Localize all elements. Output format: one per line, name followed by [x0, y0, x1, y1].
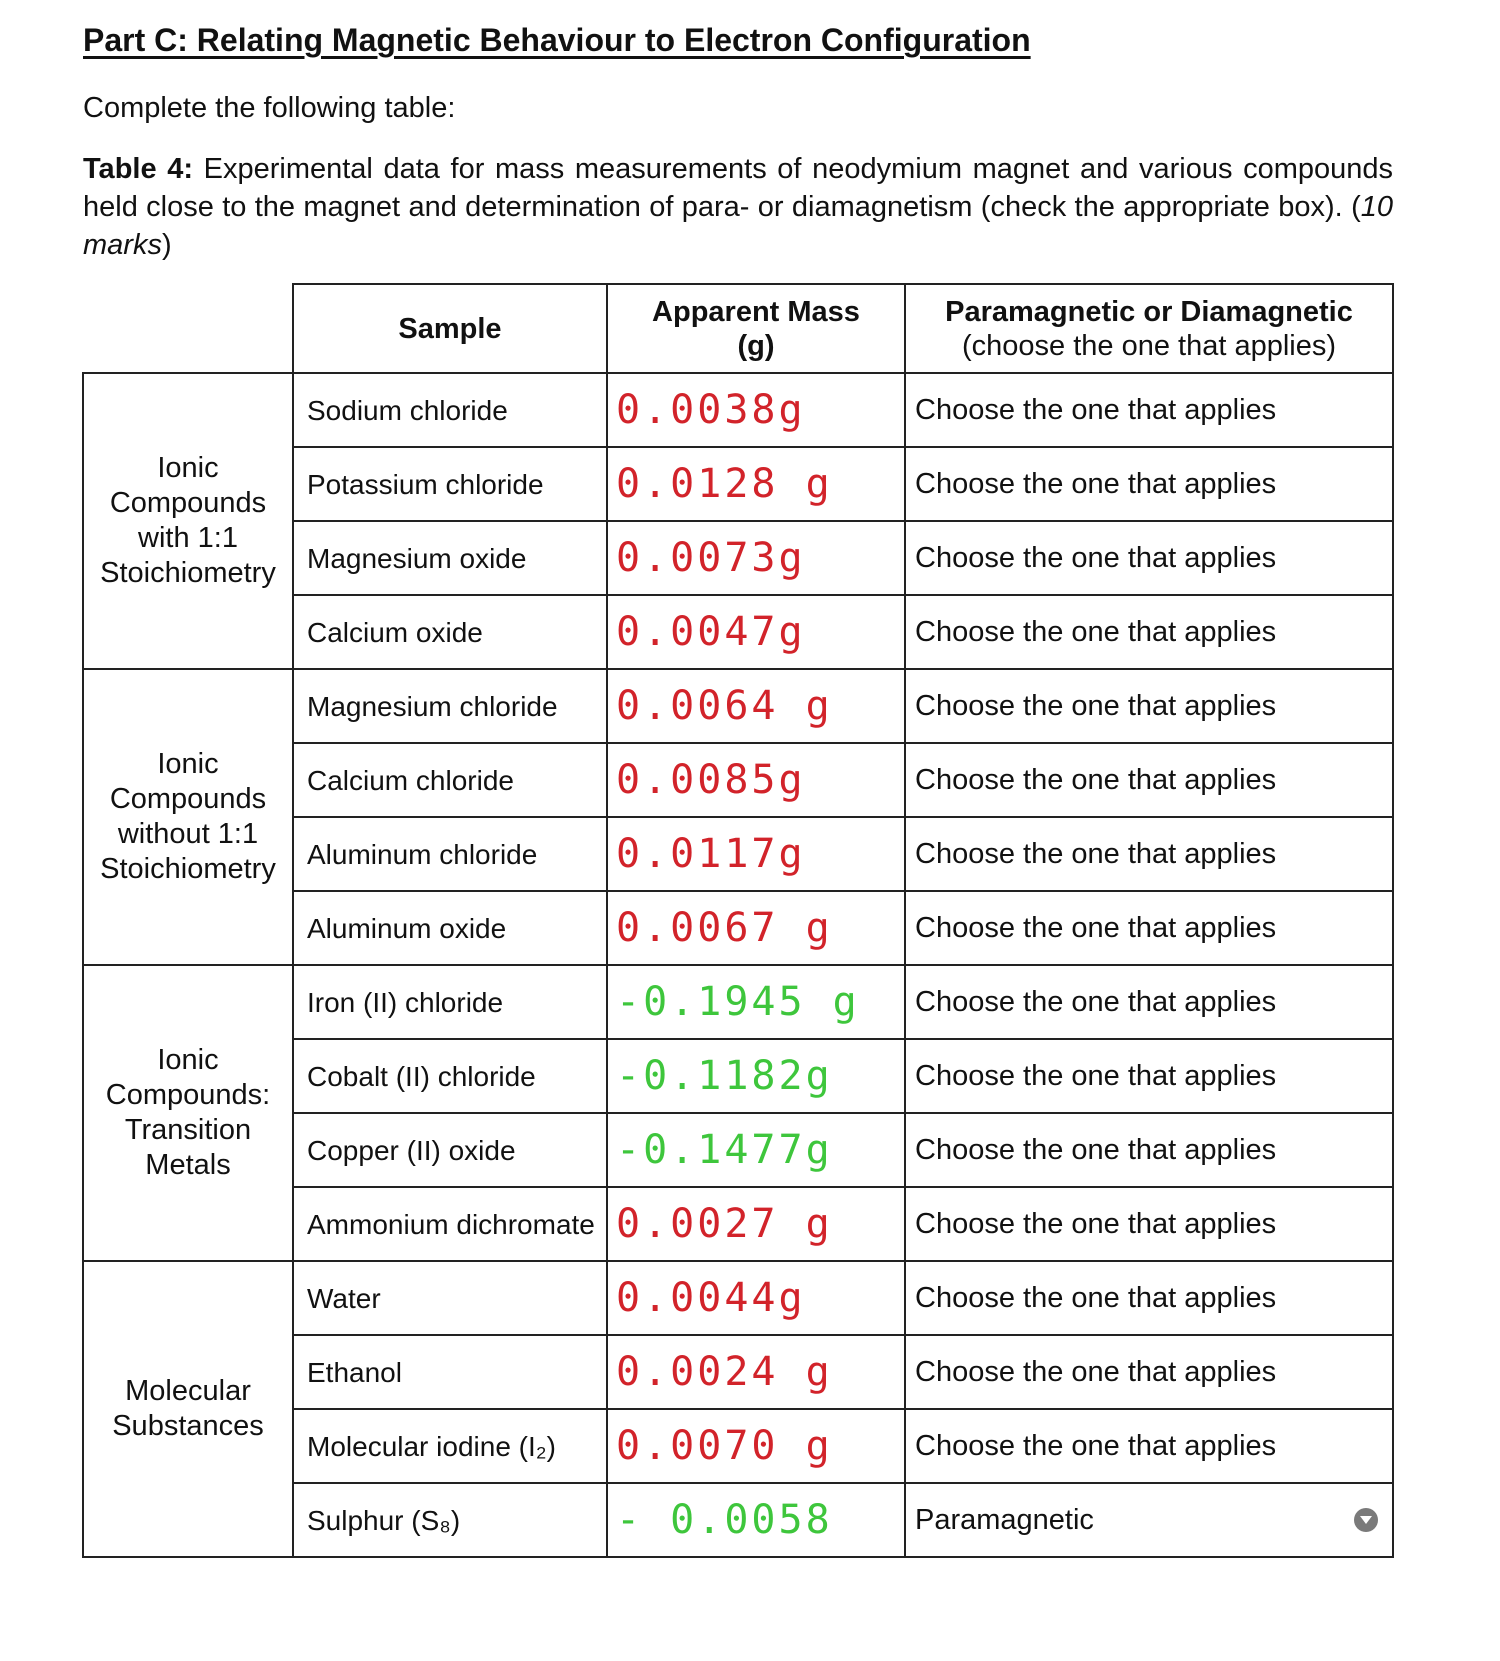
caption-label: Table 4:	[83, 153, 193, 185]
table-row	[83, 965, 1393, 1039]
caption-close: )	[161, 229, 172, 261]
chevron-down-circle-icon[interactable]	[1354, 1508, 1378, 1532]
magnetism-select[interactable]: Choose the one that applies	[905, 1039, 1393, 1113]
apparent-mass: 0.0070 g	[607, 1409, 905, 1483]
sample-name: Water	[293, 1261, 607, 1335]
table-row	[83, 373, 1393, 447]
apparent-mass: 0.0064 g	[607, 669, 905, 743]
magnetism-select[interactable]: Choose the one that applies	[905, 595, 1393, 669]
header-mass	[607, 284, 905, 373]
apparent-mass: -0.1477g	[607, 1113, 905, 1187]
magnetism-select[interactable]: Choose the one that applies	[905, 965, 1393, 1039]
sample-name: Potassium chloride	[293, 447, 607, 521]
page-heading: Part C: Relating Magnetic Behaviour to Electron Configuration	[83, 22, 1031, 58]
sample-name: Aluminum oxide	[293, 891, 607, 965]
table-row	[83, 669, 1393, 743]
data-table	[82, 283, 1394, 1558]
apparent-mass: 0.0073g	[607, 521, 905, 595]
sample-name: Copper (II) oxide	[293, 1113, 607, 1187]
sample-name: Sodium chloride	[293, 373, 607, 447]
caption-marks: 10 marks	[83, 191, 1393, 261]
header-sample: Sample	[293, 284, 607, 373]
magnetism-select[interactable]: Choose the one that applies	[905, 1409, 1393, 1483]
magnetism-select[interactable]: Choose the one that applies	[905, 743, 1393, 817]
header-type-line1: Paramagnetic or Diamagnetic	[945, 295, 1353, 328]
sample-name: Magnesium chloride	[293, 669, 607, 743]
sample-name: Cobalt (II) chloride	[293, 1039, 607, 1113]
group-label: Ionic Compounds: Transition Metals	[83, 965, 293, 1261]
header-type	[905, 284, 1393, 373]
apparent-mass: 0.0128 g	[607, 447, 905, 521]
header-mass-line2: (g)	[737, 329, 775, 362]
apparent-mass: -0.1182g	[607, 1039, 905, 1113]
magnetism-select[interactable]: Choose the one that applies	[905, 669, 1393, 743]
magnetism-select-selected[interactable]	[905, 1483, 1393, 1557]
sample-name: Ethanol	[293, 1335, 607, 1409]
sample-name: Molecular iodine (I₂)	[293, 1409, 607, 1483]
apparent-mass: 0.0038g	[607, 373, 905, 447]
group-label: Ionic Compounds without 1:1 Stoichiometry	[83, 669, 293, 965]
magnetism-select[interactable]: Choose the one that applies	[905, 1261, 1393, 1335]
instruction-text: Complete the following table:	[83, 92, 456, 124]
sample-name: Sulphur (S₈)	[293, 1483, 607, 1557]
apparent-mass: -0.1945 g	[607, 965, 905, 1039]
header-type-line2: (choose the one that applies)	[961, 329, 1337, 362]
sample-name: Magnesium oxide	[293, 521, 607, 595]
selected-value: Paramagnetic	[915, 1503, 1094, 1536]
magnetism-select[interactable]: Choose the one that applies	[905, 521, 1393, 595]
sample-name: Calcium chloride	[293, 743, 607, 817]
magnetism-select[interactable]: Choose the one that applies	[905, 1335, 1393, 1409]
apparent-mass: - 0.0058	[607, 1483, 905, 1557]
apparent-mass: 0.0067 g	[607, 891, 905, 965]
magnetism-select[interactable]: Choose the one that applies	[905, 373, 1393, 447]
magnetism-select[interactable]: Choose the one that applies	[905, 891, 1393, 965]
magnetism-select[interactable]: Choose the one that applies	[905, 447, 1393, 521]
group-label: Molecular Substances	[83, 1261, 293, 1557]
sample-name: Calcium oxide	[293, 595, 607, 669]
table-row	[83, 1261, 1393, 1335]
magnetism-select[interactable]: Choose the one that applies	[905, 1113, 1393, 1187]
apparent-mass: 0.0117g	[607, 817, 905, 891]
apparent-mass: 0.0047g	[607, 595, 905, 669]
caption-text: Experimental data for mass measurements of neodymium magnet and various compounds held close to the magnet and determination of para- or diamagnetism (check the appropriate box). (	[83, 153, 1393, 223]
apparent-mass: 0.0085g	[607, 743, 905, 817]
table-caption	[83, 150, 1393, 264]
sample-name: Ammonium dichromate	[293, 1187, 607, 1261]
header-blank	[83, 284, 293, 373]
magnetism-select[interactable]: Choose the one that applies	[905, 1187, 1393, 1261]
sample-name: Iron (II) chloride	[293, 965, 607, 1039]
magnetism-select[interactable]: Choose the one that applies	[905, 817, 1393, 891]
apparent-mass: 0.0044g	[607, 1261, 905, 1335]
group-label: Ionic Compounds with 1:1 Stoichiometry	[83, 373, 293, 669]
header-mass-line1: Apparent Mass	[652, 295, 860, 328]
sample-name: Aluminum chloride	[293, 817, 607, 891]
apparent-mass: 0.0027 g	[607, 1187, 905, 1261]
apparent-mass: 0.0024 g	[607, 1335, 905, 1409]
